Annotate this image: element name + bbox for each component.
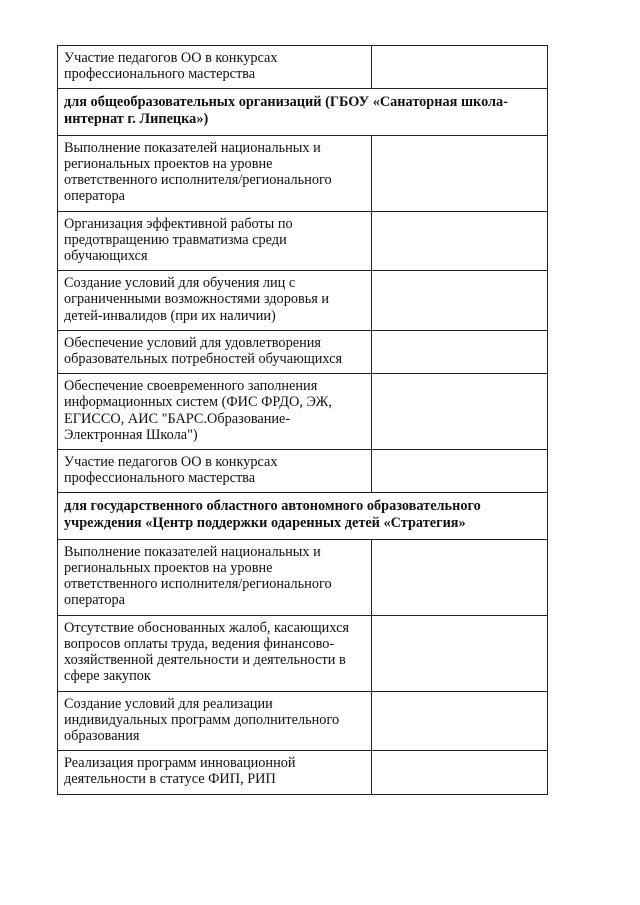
criterion-value-cell [372,135,548,211]
table-row [58,135,548,211]
criterion-text: Создание условий для обучения лиц с ограниченными возможностями здоровья и детей-инвалидов (при их наличии) [58,271,372,331]
criterion-text: Отсутствие обоснованных жалоб, касающихся вопросов оплаты труда, ведения финансово-хозяйственной деятельности и деятельности в сфере закупок [58,615,372,691]
table-row [58,450,548,493]
criterion-value-cell [372,211,548,271]
criterion-value-cell [372,615,548,691]
criterion-text: Участие педагогов ОО в конкурсах профессионального мастерства [58,46,372,89]
criterion-value-cell [372,330,548,373]
criterion-text: Выполнение показателей национальных и региональных проектов на уровне ответственного исполнителя/регионального оператора [58,539,372,615]
section-header-row [58,89,548,135]
table-row [58,46,548,89]
table-row [58,330,548,373]
section-header-text: для общеобразовательных организаций (ГБОУ «Санаторная школа-интернат г. Липецка») [58,89,548,135]
criterion-text: Обеспечение своевременного заполнения информационных систем (ФИС ФРДО, ЭЖ, ЕГИССО, АИС "БАРС.Образование-Электронная Школа") [58,374,372,450]
criterion-value-cell [372,46,548,89]
criterion-value-cell [372,751,548,794]
table-row [58,751,548,794]
criterion-value-cell [372,450,548,493]
criterion-text: Реализация программ инновационной деятельности в статусе ФИП, РИП [58,751,372,794]
table-row [58,211,548,271]
section-header-row [58,493,548,539]
table-row [58,615,548,691]
criterion-value-cell [372,374,548,450]
criterion-text: Создание условий для реализации индивидуальных программ дополнительного образования [58,691,372,751]
table-row [58,691,548,751]
criterion-value-cell [372,691,548,751]
table-row [58,374,548,450]
criteria-table-body [58,46,548,795]
table-row [58,539,548,615]
criterion-text: Организация эффективной работы по предотвращению травматизма среди обучающихся [58,211,372,271]
criterion-value-cell [372,539,548,615]
criteria-table [57,45,548,795]
criterion-text: Обеспечение условий для удовлетворения образовательных потребностей обучающихся [58,330,372,373]
criterion-text: Участие педагогов ОО в конкурсах профессионального мастерства [58,450,372,493]
criterion-value-cell [372,271,548,331]
table-row [58,271,548,331]
criterion-text: Выполнение показателей национальных и региональных проектов на уровне ответственного исполнителя/регионального оператора [58,135,372,211]
section-header-text: для государственного областного автономного образовательного учреждения «Центр поддержки одаренных детей «Стратегия» [58,493,548,539]
